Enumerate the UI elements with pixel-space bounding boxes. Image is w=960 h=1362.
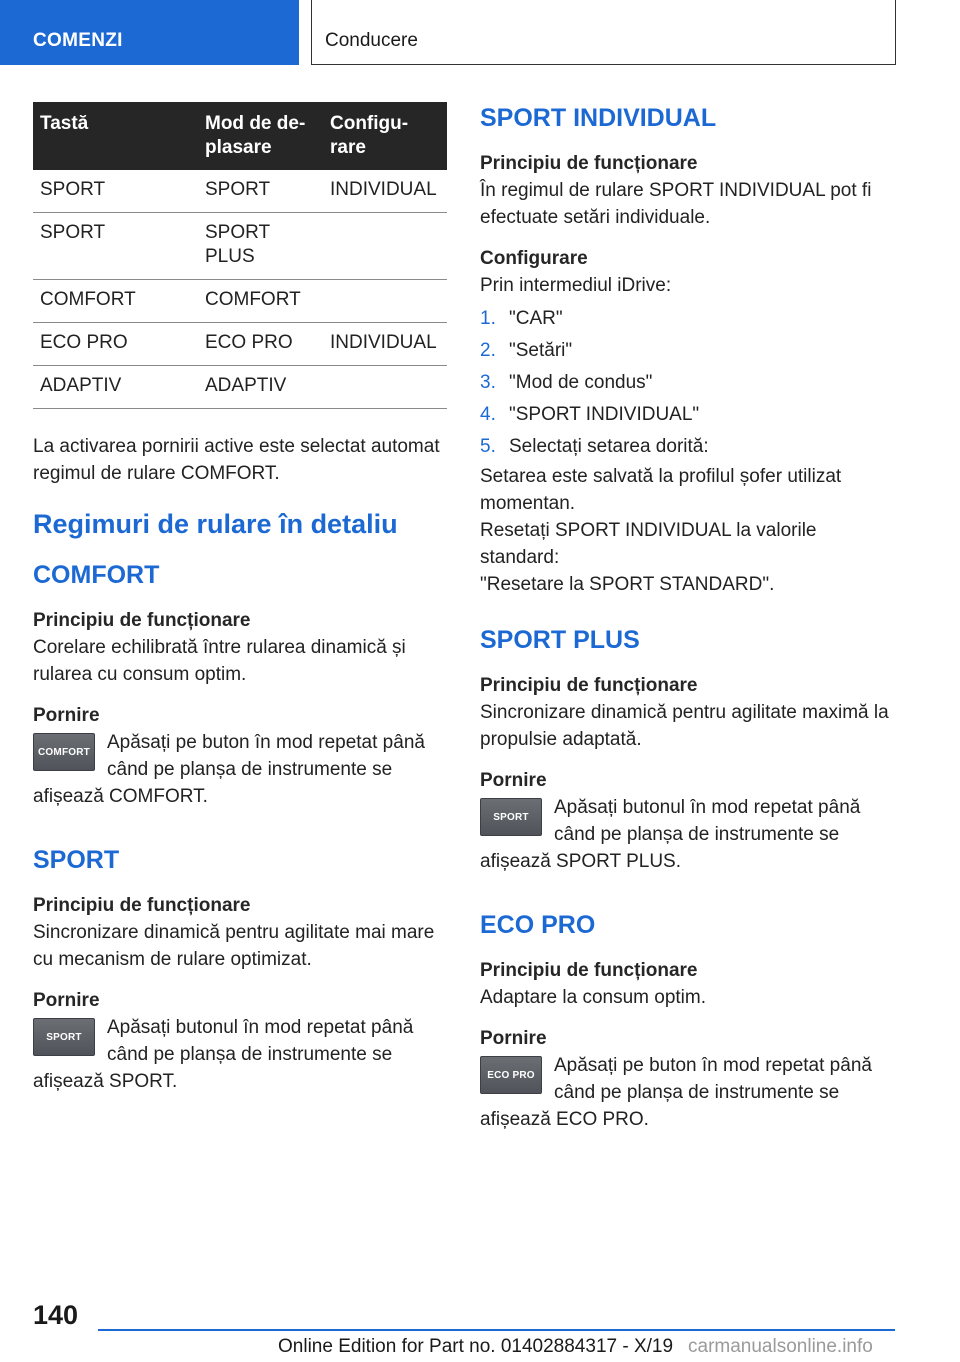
- config-steps: [480, 303, 892, 463]
- activation-text: Apăsați butonul în mod repetat până când pe planșa de instrumente se afișează SPORT.: [33, 1017, 414, 1092]
- section-title: COMENZI: [33, 30, 123, 51]
- intro-text: La activarea pornirii active este selectat automat regimul de rulare COMFORT.: [33, 436, 440, 484]
- subsection-heading: SPORT INDIVIDUAL: [480, 104, 717, 132]
- page-number: 140: [33, 1300, 79, 1330]
- table-cell: SPORT: [33, 213, 198, 280]
- principle-text: În regimul de rulare SPORT INDIVIDUAL pot fi efectuate setări individuale.: [480, 180, 872, 228]
- table-cell: [323, 366, 447, 409]
- table-cell: INDIVIDUAL: [323, 170, 447, 213]
- sport-button-icon: SPORT: [33, 1018, 95, 1056]
- principle-text: Sincronizare dinamică pentru agilitate maximă la propulsie adaptată.: [480, 702, 889, 750]
- reset-command: "Resetare la SPORT STANDARD".: [480, 574, 775, 595]
- section-tab: [0, 0, 299, 65]
- sport-section: [33, 844, 447, 1095]
- individual-section: [480, 102, 892, 598]
- principle-heading: Principiu de funcționare: [480, 675, 698, 696]
- list-item: 2. "Setări": [480, 340, 573, 361]
- table-cell: SPORT PLUS: [198, 213, 323, 280]
- right-column: [480, 102, 892, 1155]
- table-row: [33, 170, 447, 213]
- table-cell: COMFORT: [198, 280, 323, 323]
- table-cell: ECO PRO: [198, 323, 323, 366]
- comfort-button-icon: COMFORT: [33, 733, 95, 771]
- activation-block: [33, 1014, 447, 1095]
- principle-text: Sincronizare dinamică pentru agilitate mai mare cu mecanism de rulare optimizat.: [33, 922, 435, 970]
- activation-heading: Pornire: [480, 1028, 547, 1049]
- sportplus-section: [480, 624, 892, 875]
- principle-heading: Principiu de funcționare: [480, 153, 698, 174]
- activation-block: [480, 1052, 892, 1133]
- list-item: 1. "CAR": [480, 308, 563, 329]
- table-cell: ADAPTIV: [33, 366, 198, 409]
- table-row: [33, 366, 447, 409]
- table-cell: [323, 213, 447, 280]
- table-cell: INDIVIDUAL: [323, 323, 447, 366]
- table-row: [33, 323, 447, 366]
- table-header-row: [33, 102, 447, 170]
- sport-button-icon: SPORT: [480, 798, 542, 836]
- activation-block: [480, 794, 892, 875]
- activation-heading: Pornire: [33, 705, 100, 726]
- chapter-title: Conducere: [325, 30, 418, 51]
- principle-heading: Principiu de funcționare: [480, 960, 698, 981]
- comfort-section: [33, 559, 447, 810]
- table-cell: [323, 280, 447, 323]
- list-item: 3. "Mod de condus": [480, 372, 653, 393]
- list-item: 4. "SPORT INDIVIDUAL": [480, 404, 700, 425]
- reset-text: Resetați SPORT INDIVIDUAL la valorile standard:: [480, 520, 817, 568]
- eco-pro-button-icon: ECO PRO: [480, 1056, 542, 1094]
- chapter-tab: [311, 0, 896, 65]
- table-row: [33, 213, 447, 280]
- table-cell: ADAPTIV: [198, 366, 323, 409]
- table-cell: COMFORT: [33, 280, 198, 323]
- config-heading: Configurare: [480, 248, 588, 269]
- subsection-heading: COMFORT: [33, 561, 160, 589]
- principle-heading: Principiu de funcționare: [33, 610, 251, 631]
- saved-text: Setarea este salvată la profilul șofer utilizat momentan.: [480, 466, 842, 514]
- principle-text: Corelare echilibrată între rularea dinamică și rularea cu consum optim.: [33, 637, 406, 685]
- edition-text: Online Edition for Part no. 01402884317 - X/19: [278, 1336, 674, 1357]
- ecopro-section: [480, 909, 892, 1133]
- principle-text: Adaptare la consum optim.: [480, 987, 707, 1008]
- principle-heading: Principiu de funcționare: [33, 895, 251, 916]
- subsection-heading: SPORT: [33, 846, 120, 874]
- activation-text: Apăsați pe buton în mod repetat până când pe planșa de instrumente se afișează ECO PRO.: [480, 1055, 872, 1130]
- activation-text: Apăsați pe buton în mod repetat până când pe planșa de instrumente se afișează COMFORT.: [33, 732, 425, 807]
- subsection-heading: SPORT PLUS: [480, 626, 640, 654]
- config-intro: Prin intermediul iDrive:: [480, 275, 672, 296]
- list-item: 5. Selectați setarea dorită:: [480, 436, 709, 457]
- table-row: [33, 280, 447, 323]
- table-header-cell: Configu- rare: [323, 102, 447, 170]
- mode-table: [33, 102, 447, 409]
- table-cell: ECO PRO: [33, 323, 198, 366]
- left-column: [33, 102, 447, 1117]
- activation-heading: Pornire: [480, 770, 547, 791]
- section-heading: Regimuri de rulare în detaliu: [33, 509, 398, 539]
- activation-text: Apăsați butonul în mod repetat până când pe planșa de instrumente se afișează SPORT PLUS.: [480, 797, 861, 872]
- subsection-heading: ECO PRO: [480, 911, 596, 939]
- table-cell: SPORT: [33, 170, 198, 213]
- activation-heading: Pornire: [33, 990, 100, 1011]
- table-cell: SPORT: [198, 170, 323, 213]
- table-header-cell: Mod de de- plasare: [198, 102, 323, 170]
- table-header-cell: Tastă: [33, 102, 198, 170]
- activation-block: [33, 729, 447, 810]
- footer-divider: [98, 1329, 895, 1331]
- watermark: carmanualsonline.info: [688, 1336, 873, 1357]
